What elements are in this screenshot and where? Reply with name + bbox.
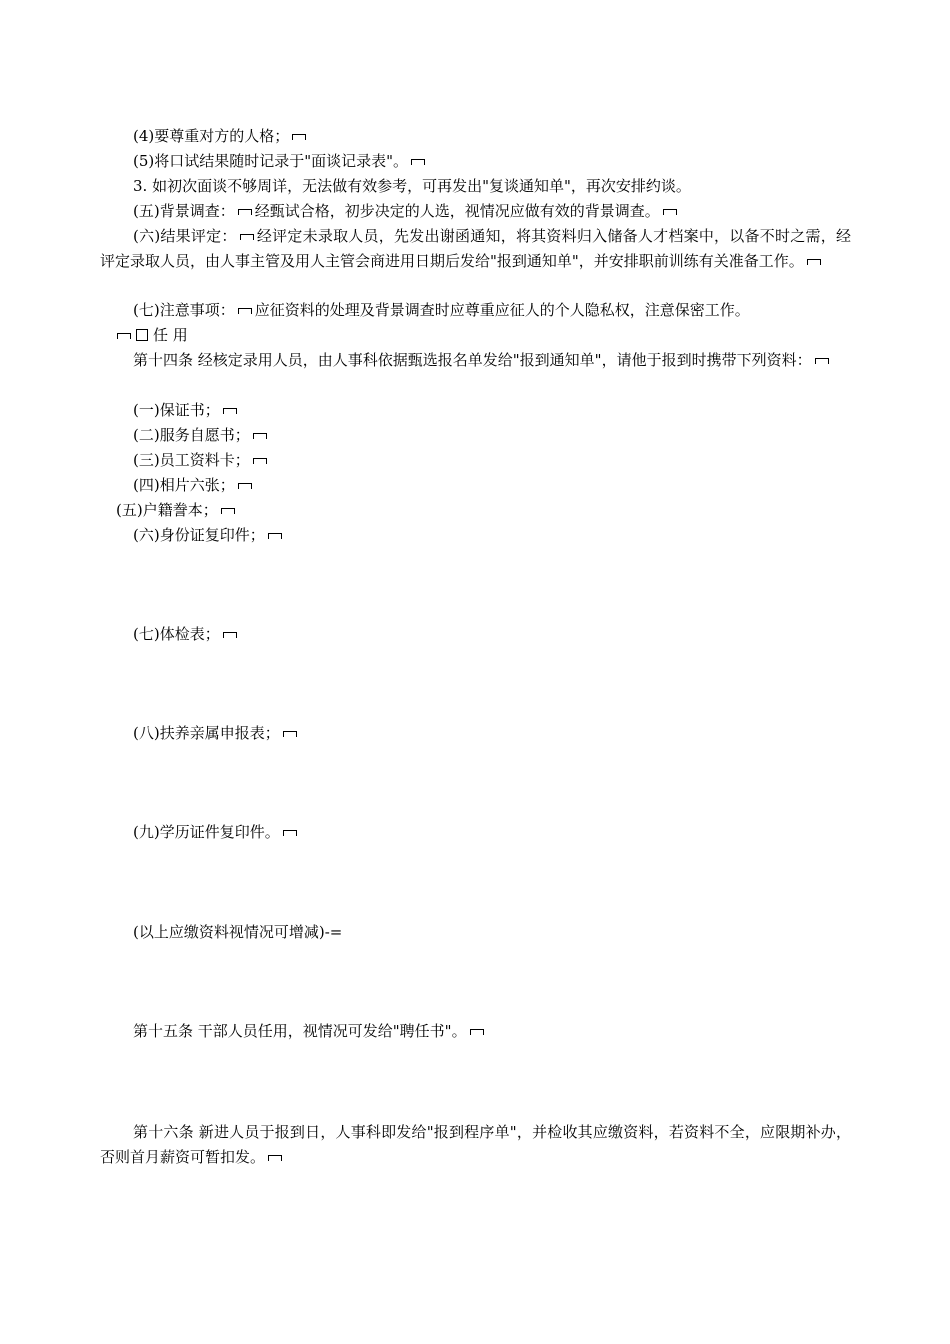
paragraph-mark-icon <box>253 458 267 464</box>
paragraph-mark-icon <box>117 333 131 339</box>
body-text: 应征资料的处理及背景调查时应尊重应征人的个人隐私权，注意保密工作。 <box>254 301 750 319</box>
background-check <box>133 199 680 223</box>
body-text: 经评定未录取人员，先发出谢函通知，将其资料归入储备人才档案中，以备不时之需，经评定录取人员，由人事主管及用人主管会商进用日期后发给"报到通知单"，并安排职前训练有关准备工作。 <box>100 227 851 270</box>
result-evaluation <box>100 224 851 274</box>
heading-text: (七)注意事项： <box>133 301 235 319</box>
text: (六)身份证复印件； <box>133 526 265 544</box>
text: (一)保证书； <box>133 401 220 419</box>
re-interview-note <box>133 174 691 198</box>
article-14 <box>100 348 851 373</box>
paragraph-mark-icon <box>221 508 235 514</box>
heading-text: (六)结果评定： <box>133 227 237 245</box>
notes <box>133 298 750 322</box>
paragraph-mark-icon <box>223 632 237 638</box>
text: (九)学历证件复印件。 <box>133 823 280 841</box>
interview-rule-5 <box>133 149 428 173</box>
text: (三)员工资料卡； <box>133 451 250 469</box>
body-text: 第十四条 经核定录用人员，由人事科依据甄选报名单发给"报到通知单"，请他于报到时携带下列资料： <box>133 351 812 369</box>
body-text: 第十六条 新进人员于报到日，人事科即发给"报到程序单"，并检收其应缴资料，若资料不全，应限期补办，否则首月薪资可暂扣发。 <box>100 1123 851 1166</box>
paragraph-mark-icon <box>268 1155 282 1161</box>
materials-note <box>133 920 342 944</box>
list-item <box>133 622 240 646</box>
text: (八)扶养亲属申报表； <box>133 724 280 742</box>
paragraph-mark-icon <box>663 209 677 215</box>
text: (四)相片六张； <box>133 476 235 494</box>
article-15 <box>133 1019 487 1043</box>
list-item <box>133 820 300 844</box>
paragraph-mark-icon <box>411 159 425 165</box>
text: (七)体检表； <box>133 625 220 643</box>
list-item <box>133 423 270 447</box>
paragraph-mark-icon <box>470 1029 484 1035</box>
article-16 <box>100 1120 851 1170</box>
list-item <box>133 398 240 422</box>
text: (4)要尊重对方的人格； <box>133 127 290 145</box>
text: (二)服务自愿书； <box>133 426 250 444</box>
paragraph-mark-icon <box>238 308 252 314</box>
paragraph-mark-icon <box>223 408 237 414</box>
list-item <box>133 721 300 745</box>
list-item <box>133 448 270 472</box>
paragraph-mark-icon <box>268 533 282 539</box>
list-item <box>133 523 285 547</box>
list-item <box>133 473 255 497</box>
text: (五)户籍誊本； <box>116 501 218 519</box>
paragraph-mark-icon <box>238 209 252 215</box>
paragraph-mark-icon <box>292 134 306 140</box>
list-item <box>116 498 238 522</box>
paragraph-mark-icon <box>238 483 252 489</box>
paragraph-mark-icon <box>283 830 297 836</box>
paragraph-mark-icon <box>807 259 821 265</box>
text: (5)将口试结果随时记录于"面谈记录表"。 <box>133 152 409 170</box>
interview-rule-4 <box>133 124 309 148</box>
paragraph-mark-icon <box>815 358 829 364</box>
heading-text: (五)背景调查： <box>133 202 235 220</box>
paragraph-mark-icon <box>283 731 297 737</box>
body-text: 经甄试合格，初步决定的人选，视情况应做有效的背景调查。 <box>254 202 660 220</box>
text: (以上应缴资料视情况可增减) <box>133 923 325 941</box>
section-title: 任 用 <box>153 326 188 344</box>
body-text: 第十五条 干部人员任用，视情况可发给"聘任书"。 <box>133 1022 467 1040</box>
paragraph-mark-icon <box>240 234 254 240</box>
section-heading <box>114 323 188 347</box>
text-tail: -= <box>324 923 343 941</box>
checkbox-square-icon <box>136 329 148 341</box>
paragraph-mark-icon <box>253 433 267 439</box>
text: 3. 如初次面谈不够周详，无法做有效参考，可再发出"复谈通知单"，再次安排约谈。 <box>133 177 691 195</box>
